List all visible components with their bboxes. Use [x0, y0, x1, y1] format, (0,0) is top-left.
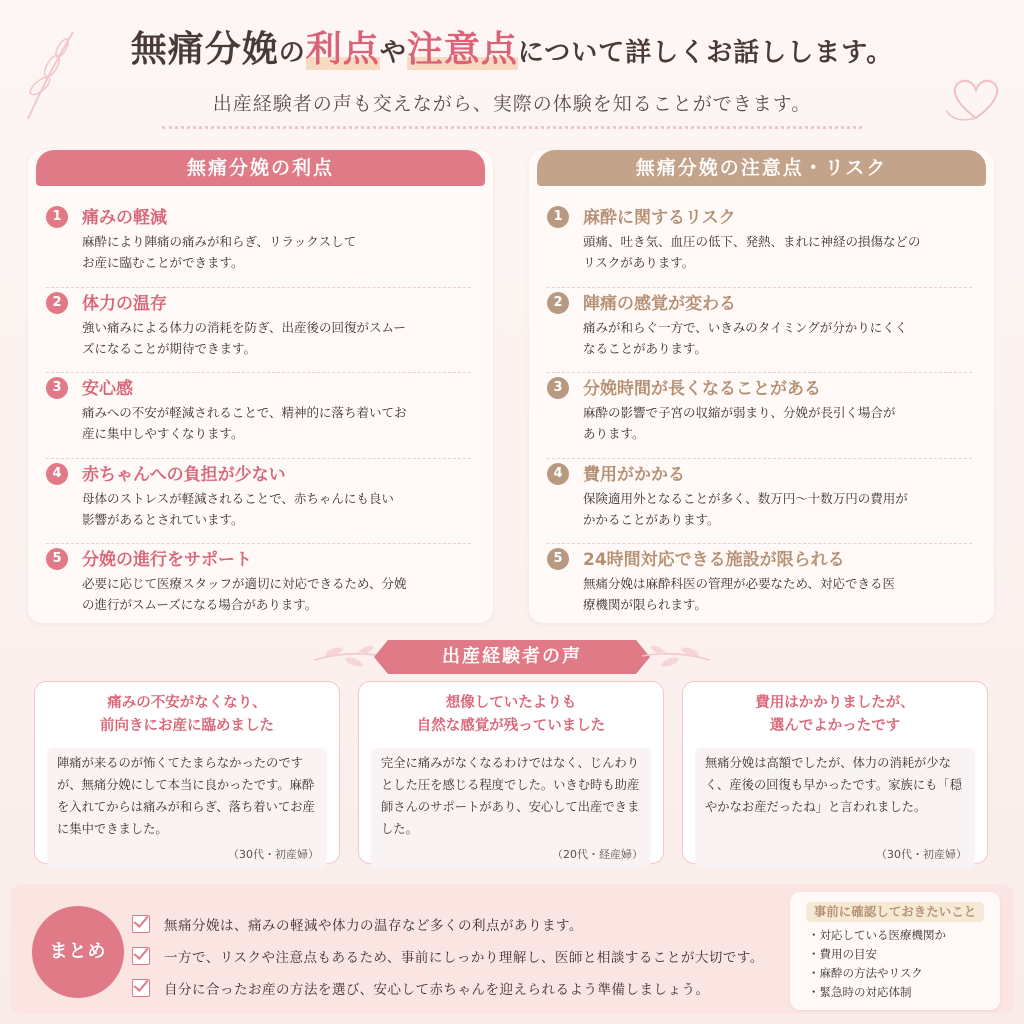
risk-title: 24時間対応できる施設が限られる — [583, 550, 845, 570]
testimonial-author: （20代・経産婦） — [552, 848, 643, 861]
risk-title: 麻酔に関するリスク — [583, 208, 736, 228]
testimonial-body — [695, 748, 975, 868]
risk-item — [547, 459, 972, 545]
risk-item — [547, 288, 972, 374]
risks-heading: 無痛分娩の注意点・リスク — [537, 150, 986, 186]
summary-list — [132, 908, 764, 1004]
benefit-desc-line: 必要に応じて医療スタッフが適切に対応できるため、分娩 — [82, 576, 407, 591]
testimonial-body — [371, 748, 651, 868]
risk-title: 分娩時間が長くなることがある — [583, 379, 821, 399]
leaf-sprig-icon — [640, 640, 712, 672]
number-badge: 2 — [46, 292, 68, 314]
benefit-item — [46, 459, 471, 545]
dotted-divider — [162, 126, 862, 129]
benefit-desc-line: 母体のストレスが軽減されることで、赤ちゃんにも良い — [82, 490, 394, 506]
page-header — [0, 22, 1024, 129]
number-badge: 1 — [46, 206, 68, 228]
number-badge: 2 — [547, 292, 569, 314]
benefits-panel — [28, 150, 493, 623]
number-badge: 3 — [46, 377, 68, 399]
benefit-title: 体力の温存 — [82, 293, 167, 314]
benefit-item — [46, 373, 471, 459]
number-badge: 5 — [46, 548, 68, 570]
risk-title: 陣痛の感覚が変わる — [583, 293, 736, 314]
summary-point: 無痛分娩は、痛みの軽減や体力の温存など多くの利点があります。 — [132, 908, 764, 940]
benefit-item — [46, 544, 471, 630]
pre-check-item: ・麻酔の方法やリスク — [808, 966, 923, 980]
risk-desc-line: あります。 — [583, 426, 645, 441]
benefit-desc-line: 麻酔により陣痛の痛みが和らぎ、リラックスして — [82, 234, 357, 249]
benefit-desc-line: お産に臨むことができます。 — [82, 255, 244, 270]
testimonial-text: 無痛分娩は高額でしたが、体力の消耗が少なく、産後の回復も早かったです。家族にも「穏やかなお産だったね」と言われました。 — [705, 756, 963, 814]
risk-desc-line: リスクがあります。 — [583, 255, 695, 270]
risk-desc-line: 保険適用外となることが多く、数万円〜十数万円の費用が — [583, 490, 908, 506]
risk-title: 費用がかかる — [583, 464, 685, 485]
benefit-title: 分娩の進行をサポート — [82, 550, 252, 570]
risk-item — [547, 202, 972, 288]
testimonial-card — [358, 681, 664, 864]
number-badge: 4 — [46, 463, 68, 485]
pre-check-item: ・費用の目安 — [808, 947, 877, 961]
benefit-item — [46, 288, 471, 374]
number-badge: 5 — [547, 548, 569, 570]
testimonial-author: （30代・初産婦） — [228, 848, 319, 861]
testimonial-title: 費用はかかりましたが、 選んでよかったです — [755, 695, 915, 734]
pre-check-item: ・対応している医療機関か — [808, 928, 946, 942]
benefit-desc-line: ズになることが期待できます。 — [82, 340, 257, 356]
checkbox-icon — [132, 979, 150, 997]
number-badge: 4 — [547, 463, 569, 485]
risk-desc-line: 痛みが和らぐ一方で、いきみのタイミングが分かりにくく — [583, 319, 908, 335]
voices-header — [0, 636, 1024, 676]
risk-desc-line: 療機関が限られます。 — [583, 597, 708, 612]
benefit-desc-line: の進行がスムーズになる場合があります。 — [82, 597, 318, 612]
checkbox-icon — [132, 915, 150, 933]
benefit-title: 痛みの軽減 — [82, 208, 167, 228]
summary-point: 自分に合ったお産の方法を選び、安心して赤ちゃんを迎えられるよう準備しましょう。 — [132, 972, 764, 1004]
risk-desc-line: なることがあります。 — [583, 340, 708, 356]
benefit-desc-line: 強い痛みによる体力の消耗を防ぎ、出産後の回復がスムー — [82, 319, 406, 335]
risk-item — [547, 544, 972, 630]
testimonial-card — [34, 681, 340, 864]
number-badge: 3 — [547, 377, 569, 399]
testimonial-title: 痛みの不安がなくなり、 前向きにお産に臨めました — [100, 695, 274, 734]
testimonial-author: （30代・初産婦） — [876, 848, 967, 861]
benefit-title: 赤ちゃんへの負担が少ない — [82, 464, 286, 485]
summary-point: 一方で、リスクや注意点もあるため、事前にしっかり理解し、医師と相談することが大切です。 — [132, 940, 764, 972]
risk-desc-line: 無痛分娩は麻酔科医の管理が必要なため、対応できる医 — [583, 576, 896, 591]
testimonial-card — [682, 681, 988, 864]
risk-desc-line: 麻酔の影響で子宮の収縮が弱まり、分娩が長引く場合が — [583, 405, 896, 420]
benefit-item — [46, 202, 471, 288]
risk-desc-line: 頭痛、吐き気、血圧の低下、発熱、まれに神経の損傷などの — [583, 234, 921, 249]
risks-panel — [529, 150, 994, 623]
benefit-title: 安心感 — [82, 379, 133, 399]
benefit-desc-line: 産に集中しやすくなります。 — [82, 426, 244, 441]
page-title: 無痛分娩の利点や注意点について詳しくお話しします。 — [130, 29, 894, 70]
page-subtitle: 出産経験者の声も交えながら、実際の体験を知ることができます。 — [212, 93, 812, 115]
pre-check-box — [790, 892, 1000, 1010]
summary-label: まとめ — [32, 906, 124, 998]
pre-check-item: ・緊急時の対応体制 — [808, 985, 912, 999]
benefits-heading: 無痛分娩の利点 — [36, 150, 485, 186]
checkbox-icon — [132, 947, 150, 965]
risk-item — [547, 373, 972, 459]
benefit-desc-line: 痛みへの不安が軽減されることで、精神的に落ち着いてお — [82, 405, 407, 420]
risk-desc-line: かかることがあります。 — [583, 511, 720, 527]
testimonial-title: 想像していたよりも 自然な感覚が残っていました — [416, 695, 606, 734]
pre-check-title: 事前に確認しておきたいこと — [806, 902, 984, 922]
testimonial-body — [47, 748, 327, 868]
testimonial-text: 完全に痛みがなくなるわけではなく、じんわりとした圧を感じる程度でした。いきむ時も助産師さんのサポートがあり、安心して出産できました。 — [381, 756, 640, 836]
testimonial-text: 陣痛が来るのが怖くてたまらなかったのですが、無痛分娩にして本当に良かったです。麻酔を入れてからは痛みが和らぎ、落ち着いてお産に集中できました。 — [57, 756, 315, 836]
benefit-desc-line: 影響があるとされています。 — [82, 511, 244, 527]
voices-heading: 出産経験者の声 — [388, 640, 636, 674]
number-badge: 1 — [547, 206, 569, 228]
